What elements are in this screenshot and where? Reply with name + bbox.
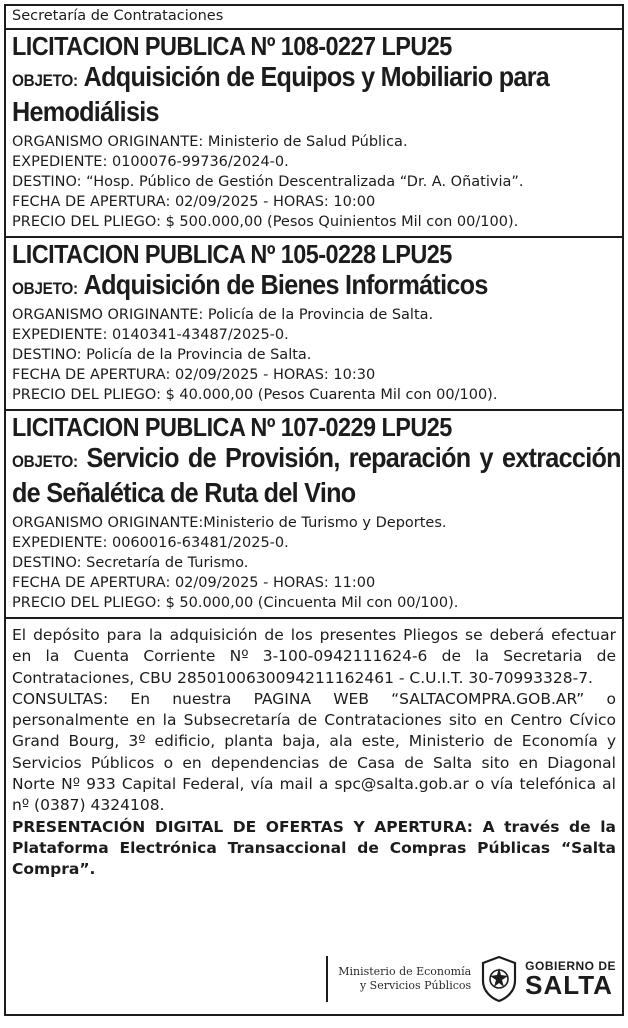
- licitacion-title: LICITACION PUBLICA Nº 107-0229 LPU25: [12, 414, 452, 442]
- expediente: EXPEDIENTE: 0140341-43487/2025-0.: [12, 327, 289, 343]
- salta-seal-icon: [479, 955, 519, 1003]
- expediente: EXPEDIENTE: 0060016-63481/2025-0.: [12, 535, 289, 551]
- gobierno-salta-logo: [525, 960, 616, 998]
- deposito-paragraph: El depósito para la adquisición de los presentes Pliegos se deberá efectuar en la Cuenta Corriente Nº 3-100-0942111624-6 de la Secretaria de Contrataciones, CBU 2850100630094211162461 - C.U.I.T. 30-70993328-7.: [12, 626, 616, 687]
- salta-text: SALTA: [525, 970, 613, 1000]
- notice-page: [4, 4, 624, 1016]
- objeto: [12, 443, 621, 513]
- organismo-originante: ORGANISMO ORIGINANTE: Policía de la Provincia de Salta.: [12, 307, 434, 323]
- expediente: EXPEDIENTE: 0100076-99736/2024-0.: [12, 154, 289, 170]
- licitacion-block-2: [6, 238, 622, 411]
- precio-pliego: PRECIO DEL PLIEGO: $ 500.000,00 (Pesos Quinientos Mil con 00/100).: [12, 214, 519, 230]
- precio-pliego: PRECIO DEL PLIEGO: $ 50.000,00 (Cincuenta Mil con 00/100).: [12, 595, 459, 611]
- licitacion-title: LICITACION PUBLICA Nº 108-0227 LPU25: [12, 33, 452, 61]
- precio-pliego: PRECIO DEL PLIEGO: $ 40.000,00 (Pesos Cuarenta Mil con 00/100).: [12, 387, 498, 403]
- objeto-text: Adquisición de Bienes Informáticos: [83, 269, 488, 300]
- consultas-paragraph: CONSULTAS: En nuestra PAGINA WEB “SALTACOMPRA.GOB.AR” o personalmente en la Subsecretaría de Contrataciones sito en Centro Cívico Grand Bourg, 3º edificio, planta baja, ala este, Ministerio de Economía y Servicios Públicos o en dependencias de Casa de Salta sito en Diagonal Norte Nº 933 Capital Federal, vía mail a spc@salta.gob.ar o vía telefónica al nº (0387) 4324108.: [12, 689, 616, 815]
- logo-divider: [326, 956, 328, 1002]
- ministry-line-2: y Servicios Públicos: [359, 979, 472, 992]
- objeto-label: OBJETO:: [12, 452, 78, 471]
- objeto-text: Servicio de Provisión, reparación y extracción de Señalética de Ruta del Vino: [12, 442, 621, 508]
- fecha-apertura: FECHA DE APERTURA: 02/09/2025 - HORAS: 11:00: [12, 575, 376, 591]
- organismo-originante: ORGANISMO ORIGINANTE:Ministerio de Turismo y Deportes.: [12, 515, 447, 531]
- ministry-logo: [338, 965, 471, 993]
- fecha-apertura: FECHA DE APERTURA: 02/09/2025 - HORAS: 10:30: [12, 367, 376, 383]
- destino: DESTINO: Secretaría de Turismo.: [12, 555, 249, 571]
- footer-info: [6, 619, 622, 881]
- objeto-label: OBJETO:: [12, 279, 78, 298]
- licitacion-block-3: [6, 411, 622, 619]
- header-secretaria: Secretaría de Contrataciones: [6, 6, 622, 30]
- fecha-apertura: FECHA DE APERTURA: 02/09/2025 - HORAS: 10:00: [12, 194, 376, 210]
- objeto-text: Adquisición de Equipos y Mobiliario para Hemodiálisis: [12, 61, 550, 127]
- organismo-originante: ORGANISMO ORIGINANTE: Ministerio de Salud Pública.: [12, 134, 408, 150]
- licitacion-title: LICITACION PUBLICA Nº 105-0228 LPU25: [12, 241, 452, 269]
- ministry-line-1: Ministerio de Economía: [338, 965, 472, 978]
- objeto: [12, 62, 621, 132]
- objeto: [12, 270, 621, 305]
- presentacion-paragraph: PRESENTACIÓN DIGITAL DE OFERTAS Y APERTURA: A través de la Plataforma Electrónica Transaccional de Compras Públicas “Salta Compra”.: [12, 817, 616, 879]
- objeto-label: OBJETO:: [12, 71, 78, 90]
- destino: DESTINO: “Hosp. Público de Gestión Descentralizada “Dr. A. Oñativia”.: [12, 174, 524, 190]
- licitacion-block-1: [6, 30, 622, 238]
- logos-area: [326, 950, 616, 1008]
- destino: DESTINO: Policía de la Provincia de Salta.: [12, 347, 312, 363]
- gobierno-de-text: GOBIERNO DE: [525, 959, 616, 973]
